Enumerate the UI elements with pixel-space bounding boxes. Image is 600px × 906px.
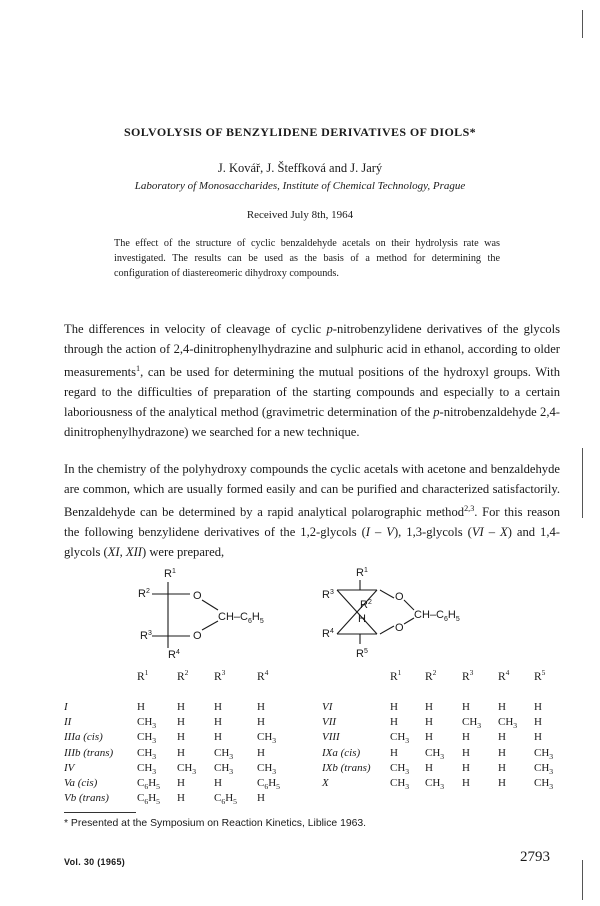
paragraph-intro: The differences in velocity of cleavage of cyclic p-nitrobenzylidene derivatives of the glycols through the action of 2,4-dinitrophenylhydrazine and sulphuric acid in ethanol, according to older measurements$^1$, can be used for determining the mutual positions of the hydroxyl groups. With regard to the difficulties of preparation of the starting compounds and especially to a certain laboriousness of the analytical method (gravimetric determination of the p-nitrobenzaldehyde 2,4-dinitrophenylhydrazone) we searched for a new technique. xyxy=(64,322,560,440)
table-cell: H xyxy=(137,701,145,713)
table-cell: $C_6H_5$ xyxy=(137,792,160,807)
table-cell: H xyxy=(425,761,433,774)
table-cell: H xyxy=(425,701,433,713)
structure-dioxolane xyxy=(152,582,218,648)
table-cell: H xyxy=(177,716,185,729)
compound-label: VIII xyxy=(322,731,340,744)
table-cell: H xyxy=(177,746,185,759)
bond xyxy=(404,618,414,624)
table-cell: H xyxy=(498,761,506,774)
table-header-cell: $R^1$ xyxy=(390,668,402,683)
table-cell: $C_6H_5$ xyxy=(214,792,237,807)
table-cell: H xyxy=(462,701,470,713)
table-cell: $CH_3$ xyxy=(214,746,234,761)
table-header-cell: $R^3$ xyxy=(462,668,474,683)
table-header-cell: $R^2$ xyxy=(177,668,189,683)
table-cell: H xyxy=(534,731,542,744)
table-cell: H xyxy=(214,701,222,713)
substituent-table-left xyxy=(64,668,314,808)
table-cell: $CH_3$ xyxy=(534,746,554,761)
paragraph-polyhydroxy: In the chemistry of the polyhydroxy compounds the cyclic acetals with acetone and benzaldehyde are common, which are usually formed easily and can be purified and characterized satisfactorily. Benzaldehyde can be determined by a rapid analytical polarographic method$^{2,3}$. For this reason the following benzylidene derivatives of the 1,2-glycols (I – V), 1,3-glycols (VI – X) and 1,4-glycols (XI, XII) were prepared, xyxy=(64,462,560,560)
table-cell: H xyxy=(177,777,185,789)
label-ch-c6h5-right: $CH-C_6H_5$ xyxy=(414,609,460,623)
table-cell: H xyxy=(177,731,185,744)
table-cell: H xyxy=(534,716,542,729)
table-header-cell: $R^4$ xyxy=(498,668,510,683)
table-cell: H xyxy=(498,777,506,789)
label-o-bottom-left: O xyxy=(193,630,202,642)
affiliation: Laboratory of Monosaccharides, Institute of Chemical Technology, Prague xyxy=(134,180,466,192)
compound-label: II xyxy=(64,716,72,729)
bond xyxy=(380,590,394,598)
table-cell: $CH_3$ xyxy=(390,777,410,792)
citation-ref: 2,3 xyxy=(464,504,475,513)
table-cell: H xyxy=(498,746,506,759)
table-cell: $CH_3$ xyxy=(534,777,554,792)
table-cell: $CH_3$ xyxy=(390,731,410,746)
table-cell: H xyxy=(390,701,398,713)
table-cell: $CH_3$ xyxy=(257,761,277,776)
label-r1-left: $R^1$ xyxy=(164,568,176,580)
table-cell: $CH_3$ xyxy=(257,731,277,746)
table-cell: $CH_3$ xyxy=(534,761,554,776)
bond xyxy=(380,626,394,634)
label-r1-right: $R^1$ xyxy=(356,567,368,579)
table-cell: H xyxy=(390,746,398,759)
table-cell: $CH_3$ xyxy=(137,716,157,731)
page-number: 2793 xyxy=(520,849,550,865)
table-cell: H xyxy=(214,777,222,789)
compound-label: I xyxy=(64,701,68,713)
label-o-bottom-right: O xyxy=(395,622,404,634)
footnote-divider xyxy=(64,812,136,813)
table-cell: $C_6H_5$ xyxy=(257,777,280,792)
compound-label: IXa (cis) xyxy=(322,746,361,759)
table-cell: $CH_3$ xyxy=(214,761,234,776)
compound-label: VI xyxy=(322,701,333,713)
substituent-table-right xyxy=(322,668,572,808)
bond xyxy=(202,600,218,610)
compound-label: X xyxy=(322,777,329,789)
table-cell: $CH_3$ xyxy=(177,761,197,776)
compound-label: IIIb (trans) xyxy=(64,746,114,759)
bond xyxy=(404,600,414,610)
table-cell: H xyxy=(462,731,470,744)
table-header-cell: $R^4$ xyxy=(257,668,269,683)
author-list: J. Kovář, J. Šteffková and J. Jarý xyxy=(217,161,383,175)
received-date: Received July 8th, 1964 xyxy=(246,209,354,221)
label-r4-left: $R^4$ xyxy=(168,649,180,661)
table-cell: H xyxy=(425,731,433,744)
table-cell: $C_6H_5$ xyxy=(137,777,160,792)
paper-title: SOLVOLYSIS OF BENZYLIDENE DERIVATIVES OF DIOLS* xyxy=(123,125,477,139)
table-cell: $CH_3$ xyxy=(137,746,157,761)
table-cell: $CH_3$ xyxy=(462,716,482,731)
volume-line: Vol. 30 (1965) xyxy=(64,857,126,867)
table-cell: H xyxy=(462,746,470,759)
table-cell: H xyxy=(462,777,470,789)
label-r3-left: $R^3$ xyxy=(140,630,152,642)
scan-edge-line-bottom xyxy=(582,860,583,900)
table-cell: H xyxy=(498,731,506,744)
label-o-top-right: O xyxy=(395,591,404,603)
label-r2-left: $R^2$ xyxy=(138,588,150,600)
table-cell: H xyxy=(390,716,398,729)
table-cell: H xyxy=(177,792,185,805)
table-cell: H xyxy=(214,731,222,744)
compound-label: VII xyxy=(322,716,337,729)
abstract: The effect of the structure of cyclic benzaldehyde acetals on their hydrolysis rate was investigated. The results can be used as the basis of a method for determining the configuration of diastereomeric dihydroxy compounds. xyxy=(114,238,500,279)
footnote: * Presented at the Symposium on Reaction Kinetics, Liblice 1963. xyxy=(64,818,367,829)
table-cell: H xyxy=(534,701,542,713)
bond xyxy=(202,621,218,630)
table-cell: H xyxy=(462,761,470,774)
table-cell: $CH_3$ xyxy=(137,761,157,776)
structure-dioxane xyxy=(337,580,414,644)
label-o-top-left: O xyxy=(193,590,202,602)
table-header-cell: $R^2$ xyxy=(425,668,437,683)
table-cell: H xyxy=(498,701,506,713)
table-cell: $CH_3$ xyxy=(137,731,157,746)
table-cell: H xyxy=(214,716,222,729)
table-cell: H xyxy=(177,701,185,713)
label-r4-right: $R^4$ xyxy=(322,628,334,640)
compound-label: Vb (trans) xyxy=(64,792,109,805)
table-cell: H xyxy=(257,701,265,713)
table-header-cell: $R^5$ xyxy=(534,668,546,683)
label-r2-right: $R^2$ xyxy=(360,599,372,611)
table-header-cell: $R^3$ xyxy=(214,668,226,683)
scan-edge-line-middle xyxy=(582,448,583,518)
table-cell: H xyxy=(425,716,433,729)
label-r3-right: $R^3$ xyxy=(322,589,334,601)
label-ch-c6h5-left: $CH-C_6H_5$ xyxy=(218,611,264,625)
label-h-right: H xyxy=(358,613,366,625)
table-cell: H xyxy=(257,746,265,759)
compound-label: IV xyxy=(64,761,75,774)
table-cell: $CH_3$ xyxy=(425,746,445,761)
table-cell: $CH_3$ xyxy=(498,716,518,731)
label-r5-right: $R^5$ xyxy=(356,648,368,660)
citation-ref: 1 xyxy=(136,364,141,373)
compound-label: IIIa (cis) xyxy=(64,731,103,744)
table-cell: $CH_3$ xyxy=(425,777,445,792)
table-header-cell: $R^1$ xyxy=(137,668,149,683)
table-cell: H xyxy=(257,716,265,729)
table-cell: H xyxy=(257,792,265,805)
compound-label: IXb (trans) xyxy=(322,761,371,774)
compound-label: Va (cis) xyxy=(64,777,98,789)
table-cell: $CH_3$ xyxy=(390,761,410,776)
scan-edge-line-top xyxy=(582,10,583,38)
